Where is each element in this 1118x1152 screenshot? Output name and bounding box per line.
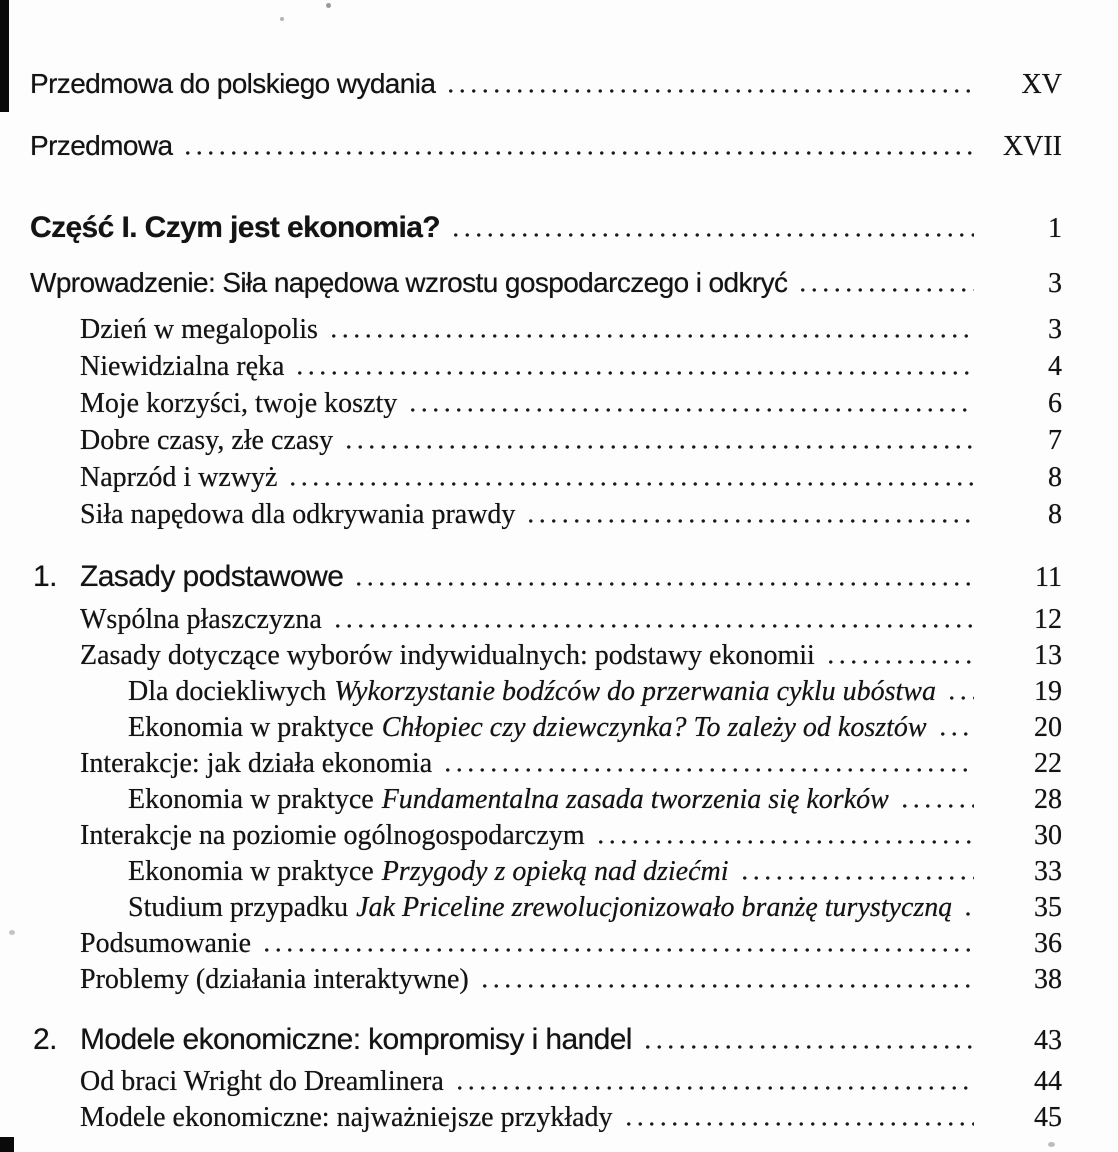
dot-leader: [525, 519, 974, 523]
page-number: XVII: [1002, 131, 1062, 162]
dot-leader: [450, 233, 974, 237]
toc-entry: [0, 602, 1118, 638]
dot-leader: [261, 948, 974, 952]
dot-leader: [343, 445, 974, 449]
toc-entry: [0, 312, 1118, 348]
toc-entry-label: Ekonomia w praktyce: [128, 856, 374, 887]
toc-entry-label: Przedmowa: [30, 130, 173, 161]
toc-entry-label: Moje korzyści, twoje koszty: [80, 388, 398, 419]
dot-leader: [287, 482, 974, 486]
toc-entry-label: Modele ekonomiczne: najważniejsze przykłady: [80, 1102, 613, 1133]
page-number: 1: [1048, 213, 1062, 244]
dot-leader: [946, 696, 974, 700]
toc-entry-label: Modele ekonomiczne: kompromisy i handel: [80, 1023, 632, 1056]
scan-speck: [9, 930, 15, 935]
dot-leader: [454, 1086, 974, 1090]
dot-leader: [328, 334, 974, 338]
toc-entry-label: Interakcje na poziomie ogólnogospodarczym: [80, 820, 585, 851]
toc-entry-label: Wprowadzenie: Siła napędowa wzrostu gospodarczego i odkryć: [30, 267, 788, 298]
toc-entry: [0, 782, 1118, 818]
page-number: 22: [1034, 748, 1062, 779]
toc-entry-title-italic: Fundamentalna zasada tworzenia się korków: [381, 784, 889, 815]
page-number: 13: [1034, 640, 1062, 671]
page-number: 30: [1034, 820, 1062, 851]
page-number: 38: [1034, 964, 1062, 995]
page-number: 6: [1048, 388, 1062, 419]
dot-leader: [797, 288, 974, 292]
toc-entry: [0, 638, 1118, 674]
page-number: 45: [1034, 1102, 1062, 1133]
toc-entry: [0, 818, 1118, 854]
toc-entry-label: Zasady dotyczące wyborów indywidualnych: podstawy ekonomii: [80, 640, 815, 671]
toc-entry-title-italic: Jak Priceline zrewolucjonizowało branżę turystyczną: [356, 892, 953, 923]
page-number: 7: [1048, 425, 1062, 456]
toc-entry-title-italic: Wykorzystanie bodźców do przerwania cyklu ubóstwa: [334, 676, 936, 707]
chapter-number: 1.: [33, 560, 57, 593]
dot-leader: [445, 89, 974, 93]
toc-entry: [0, 349, 1118, 385]
toc-chapter-heading: [0, 1022, 1118, 1058]
toc-entry: [0, 66, 1118, 102]
toc-entry-label: Studium przypadku: [128, 892, 349, 923]
page-number: 20: [1034, 712, 1062, 743]
page-number: 3: [1048, 314, 1062, 345]
dot-leader: [294, 371, 974, 375]
toc-chapter-heading: [0, 559, 1118, 595]
scan-artifact-corner: [0, 1137, 14, 1152]
dot-leader: [739, 876, 974, 880]
toc-entry-title-italic: Przygody z opieką nad dziećmi: [381, 856, 729, 887]
toc-entry-label: Ekonomia w praktyce: [128, 784, 374, 815]
toc-entry: [0, 674, 1118, 710]
toc-entry: [0, 265, 1118, 301]
dot-leader: [442, 768, 974, 772]
page-number: 43: [1034, 1025, 1062, 1056]
toc-entry: [0, 460, 1118, 496]
toc-entry-label: Problemy (działania interaktywne): [80, 964, 469, 995]
toc-entry: [0, 128, 1118, 164]
toc-entry-label: Interakcje: jak działa ekonomia: [80, 748, 433, 779]
dot-leader: [595, 840, 974, 844]
toc-entry: [0, 890, 1118, 926]
dot-leader: [182, 151, 974, 155]
toc-entry: [0, 1100, 1118, 1136]
dot-leader: [479, 984, 974, 988]
scan-artifact-bar: [0, 0, 9, 112]
toc-entry-label: Ekonomia w praktyce: [128, 712, 374, 743]
page-number: 3: [1048, 268, 1062, 299]
page-number: 36: [1034, 928, 1062, 959]
toc-entry-label: Niewidzialna ręka: [80, 351, 285, 382]
page-number: 44: [1034, 1066, 1062, 1097]
toc-entry: [0, 423, 1118, 459]
page-number: 19: [1034, 676, 1062, 707]
dot-leader: [825, 660, 974, 664]
dot-leader: [899, 804, 974, 808]
toc-entry: [0, 962, 1118, 998]
toc-entry-label: Zasady podstawowe: [80, 560, 344, 593]
toc-entry: [0, 1064, 1118, 1100]
page-number: XV: [1021, 69, 1062, 100]
toc-entry-label: Od braci Wright do Dreamlinera: [80, 1066, 444, 1097]
toc-entry: [0, 386, 1118, 422]
toc-entry: [0, 854, 1118, 890]
toc-entry-label: Przedmowa do polskiego wydania: [30, 68, 436, 99]
chapter-number: 2.: [33, 1023, 57, 1056]
page-number: 8: [1048, 462, 1062, 493]
page-number: 8: [1048, 499, 1062, 530]
toc-entry-label: Dobre czasy, złe czasy: [80, 425, 334, 456]
page-number: 28: [1034, 784, 1062, 815]
dot-leader: [623, 1122, 974, 1126]
dot-leader: [962, 912, 974, 916]
dot-leader: [642, 1045, 974, 1049]
toc-entry: [0, 926, 1118, 962]
scan-speck: [326, 3, 331, 8]
toc-entry-label: Naprzód i wzwyż: [80, 462, 278, 493]
page-number: 35: [1034, 892, 1062, 923]
page-number: 12: [1034, 604, 1062, 635]
toc-entry: [0, 497, 1118, 533]
page-number: 4: [1048, 351, 1062, 382]
toc-part-heading: [0, 210, 1118, 246]
toc-entry-label: Dla dociekliwych: [128, 676, 327, 707]
toc-entry-label: Podsumowanie: [80, 928, 252, 959]
toc-entry-label: Dzień w megalopolis: [80, 314, 318, 345]
dot-leader: [407, 408, 974, 412]
page-number: 33: [1034, 856, 1062, 887]
scan-speck: [1048, 1142, 1055, 1147]
toc-entry: [0, 710, 1118, 746]
toc-entry-label: Część I. Czym jest ekonomia?: [30, 211, 441, 244]
page-number: 11: [1035, 562, 1062, 593]
toc-entry-label: Siła napędowa dla odkrywania prawdy: [80, 499, 516, 530]
scan-speck: [280, 17, 284, 21]
toc-entry-label: Wspólna płaszczyzna: [80, 604, 322, 635]
dot-leader: [332, 624, 974, 628]
dot-leader: [353, 582, 974, 586]
toc-entry: [0, 746, 1118, 782]
dot-leader: [937, 732, 974, 736]
toc-entry-title-italic: Chłopiec czy dziewczynka? To zależy od kosztów: [381, 712, 927, 743]
